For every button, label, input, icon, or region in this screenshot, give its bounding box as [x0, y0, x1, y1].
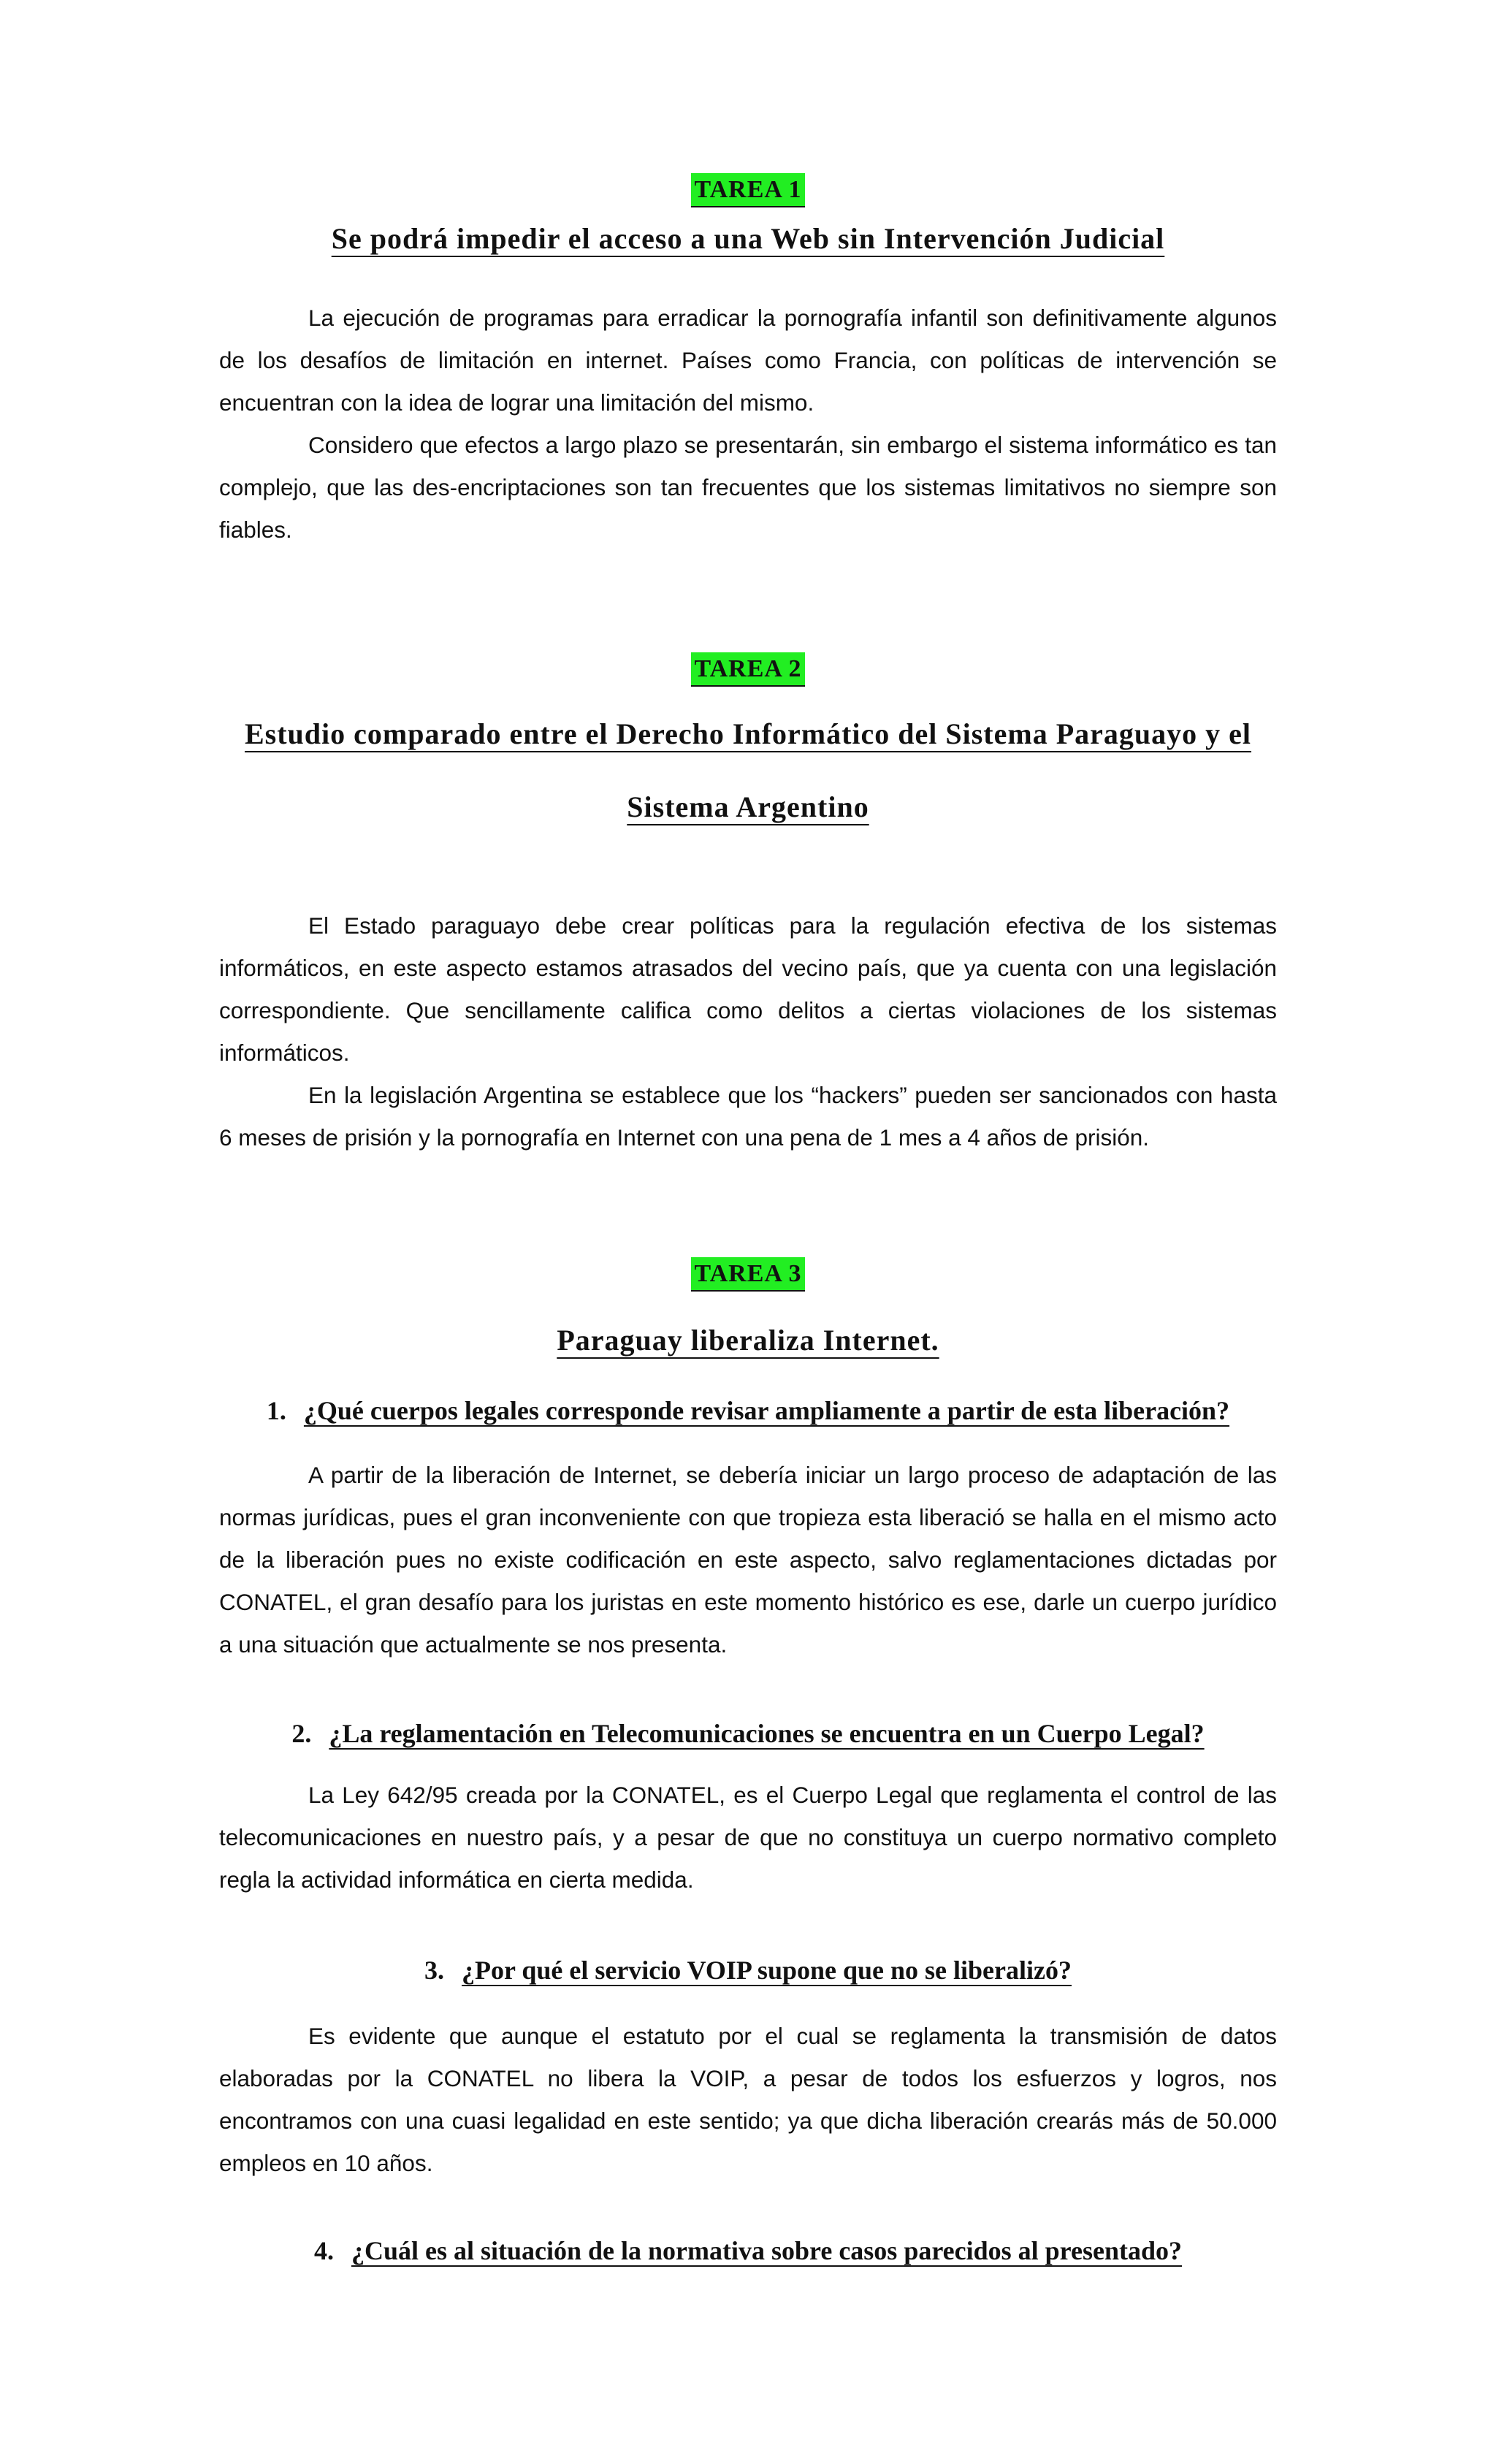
question-number: 4. [313, 2236, 334, 2265]
question-2 [219, 1717, 1277, 1750]
tarea-3-label: TAREA 3 [219, 1258, 1277, 1290]
tarea-2-paragraph-2: En la legislación Argentina se establece que los “hackers” pueden ser sancionados con hasta 6 meses de prisión y la pornografía en Internet con una pena de 1 mes a 4 años de prisión. [219, 1082, 1277, 1151]
tarea-1-paragraph-1: La ejecución de programas para erradicar la pornografía infantil son definitivamente algunos de los desafíos de limitación en internet. Países como Francia, con políticas de intervención se encuentran con la idea de lograr una limitación del mismo. [219, 305, 1277, 416]
question-text: ¿Por qué el servicio VOIP supone que no se liberalizó? [462, 1956, 1072, 1985]
question-text: ¿Cuál es al situación de la normativa sobre casos parecidos al presentado? [351, 2236, 1183, 2265]
answer-1: A partir de la liberación de Internet, se debería iniciar un largo proceso de adaptación de las normas jurídicas, pues el gran inconveniente con que tropieza esta liberació se halla en el mismo acto de la liberación pues no existe codificación en este aspecto, salvo reglamentaciones dictadas por CONATEL, el gran desafío para los juristas en este momento histórico es ese, darle un cuerpo jurídico a una situación que actualmente se nos presenta. [219, 1462, 1277, 1658]
question-3 [219, 1953, 1277, 1987]
question-number: 3. [424, 1956, 445, 1985]
question-text: ¿Qué cuerpos legales corresponde revisar ampliamente a partir de esta liberación? [303, 1396, 1230, 1425]
answer-3: Es evidente que aunque el estatuto por el cual se reglamenta la transmisión de datos elaboradas por la CONATEL no libera la VOIP, a pesar de todos los esfuerzos y logros, nos encontramos con una cuasi legalidad en este sentido; ya que dicha liberación crearás más de 50.000 empleos en 10 años. [219, 2023, 1277, 2176]
tarea-2-title-line-2: Sistema Argentino [627, 790, 869, 823]
answer-2: La Ley 642/95 creada por la CONATEL, es el Cuerpo Legal que reglamenta el control de las telecomunicaciones en nuestro país, y a pesar de que no constituya un cuerpo normativo completo regla la actividad informática en cierta medida. [219, 1782, 1277, 1893]
question-number: 1. [266, 1396, 286, 1425]
tarea-2-label: TAREA 2 [219, 653, 1277, 685]
tarea-1-label: TAREA 1 [219, 174, 1277, 206]
question-text: ¿La reglamentación en Telecomunicaciones se encuentra en un Cuerpo Legal? [329, 1719, 1205, 1748]
tarea-1-title: Se podrá impedir el acceso a una Web sin Intervención Judicial [331, 222, 1165, 255]
question-4 [219, 2234, 1277, 2267]
tarea-2-paragraph-1: El Estado paraguayo debe crear políticas para la regulación efectiva de los sistemas informáticos, en este aspecto estamos atrasados del vecino país, que ya cuenta con una legislación correspondiente. Que sencillamente califica como delitos a ciertas violaciones de los sistemas informáticos. [219, 912, 1277, 1066]
tarea-2-title-line-1: Estudio comparado entre el Derecho Informático del Sistema Paraguayo y el [244, 717, 1252, 750]
tarea-1-paragraph-2: Considero que efectos a largo plazo se presentarán, sin embargo el sistema informático es tan complejo, que las des-encriptaciones son tan frecuentes que los sistemas limitativos no siempre son fiables. [219, 432, 1277, 543]
tarea-3-title: Paraguay liberaliza Internet. [557, 1324, 939, 1357]
question-1 [219, 1394, 1277, 1427]
question-number: 2. [291, 1719, 312, 1748]
